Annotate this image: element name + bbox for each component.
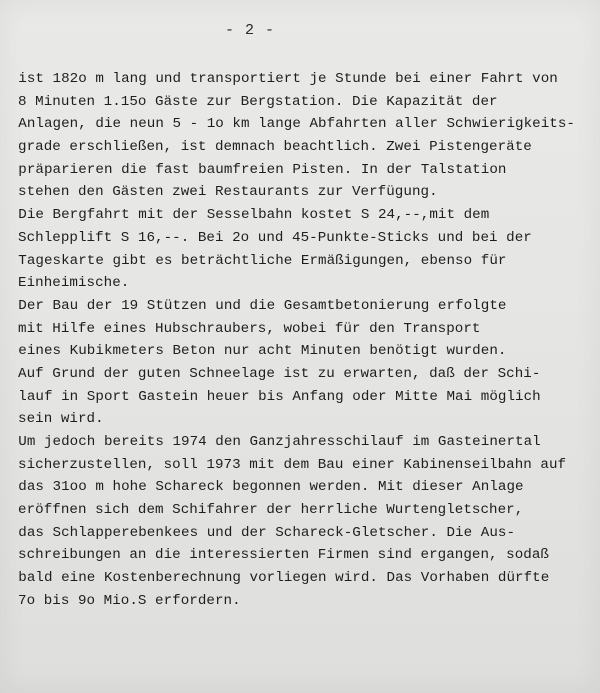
text-line: stehen den Gästen zwei Restaurants zur Verfügung. [18, 184, 438, 201]
text-line: Der Bau der 19 Stützen und die Gesamtbetonierung erfolgte [18, 297, 507, 314]
typewritten-body [18, 68, 590, 613]
text-line: Die Bergfahrt mit der Sesselbahn kostet S 24,--,mit dem [18, 207, 490, 224]
text-line: mit Hilfe eines Hubschraubers, wobei für den Transport [18, 320, 481, 337]
text-line: eines Kubikmeters Beton nur acht Minuten benötigt wurden. [18, 343, 507, 360]
text-line: schreibungen an die interessierten Firmen sind ergangen, sodaß [18, 547, 549, 564]
text-line: Tageskarte gibt es beträchtliche Ermäßigungen, ebenso für [18, 252, 507, 269]
text-line: eröffnen sich dem Schifahrer der herrliche Wurtengletscher, [18, 502, 524, 519]
text-line: das Schlapperebenkees und der Schareck-Gletscher. Die Aus- [18, 524, 516, 541]
text-line: präparieren die fast baumfreien Pisten. In der Talstation [18, 161, 507, 178]
text-line: ist 182o m lang und transportiert je Stunde bei einer Fahrt von [18, 71, 558, 87]
text-line: sein wird. [18, 411, 104, 428]
text-line: Auf Grund der guten Schneelage ist zu erwarten, daß der Schi- [18, 365, 541, 382]
text-line: lauf in Sport Gastein heuer bis Anfang oder Mitte Mai möglich [18, 388, 541, 405]
page-number: - 2 - [224, 22, 275, 39]
text-line: grade erschließen, ist demnach beachtlich. Zwei Pistengeräte [18, 139, 532, 156]
text-line: das 31oo m hohe Schareck begonnen werden. Mit dieser Anlage [18, 479, 524, 496]
text-line: sicherzustellen, soll 1973 mit dem Bau einer Kabinenseilbahn auf [18, 456, 567, 473]
text-line: Anlagen, die neun 5 - 1o km lange Abfahrten aller Schwierigkeits- [18, 116, 575, 133]
text-line: 7o bis 9o Mio.S erfordern. [18, 592, 241, 609]
text-line: Einheimische. [18, 275, 130, 292]
text-line: Schlepplift S 16,--. Bei 2o und 45-Punkte-Sticks und bei der [18, 229, 532, 246]
text-line: 8 Minuten 1.15o Gäste zur Bergstation. Die Kapazität der [18, 93, 498, 110]
text-line: bald eine Kostenberechnung vorliegen wird. Das Vorhaben dürfte [18, 570, 550, 587]
text-line: Um jedoch bereits 1974 den Ganzjahresschilauf im Gasteinertal [18, 434, 541, 450]
